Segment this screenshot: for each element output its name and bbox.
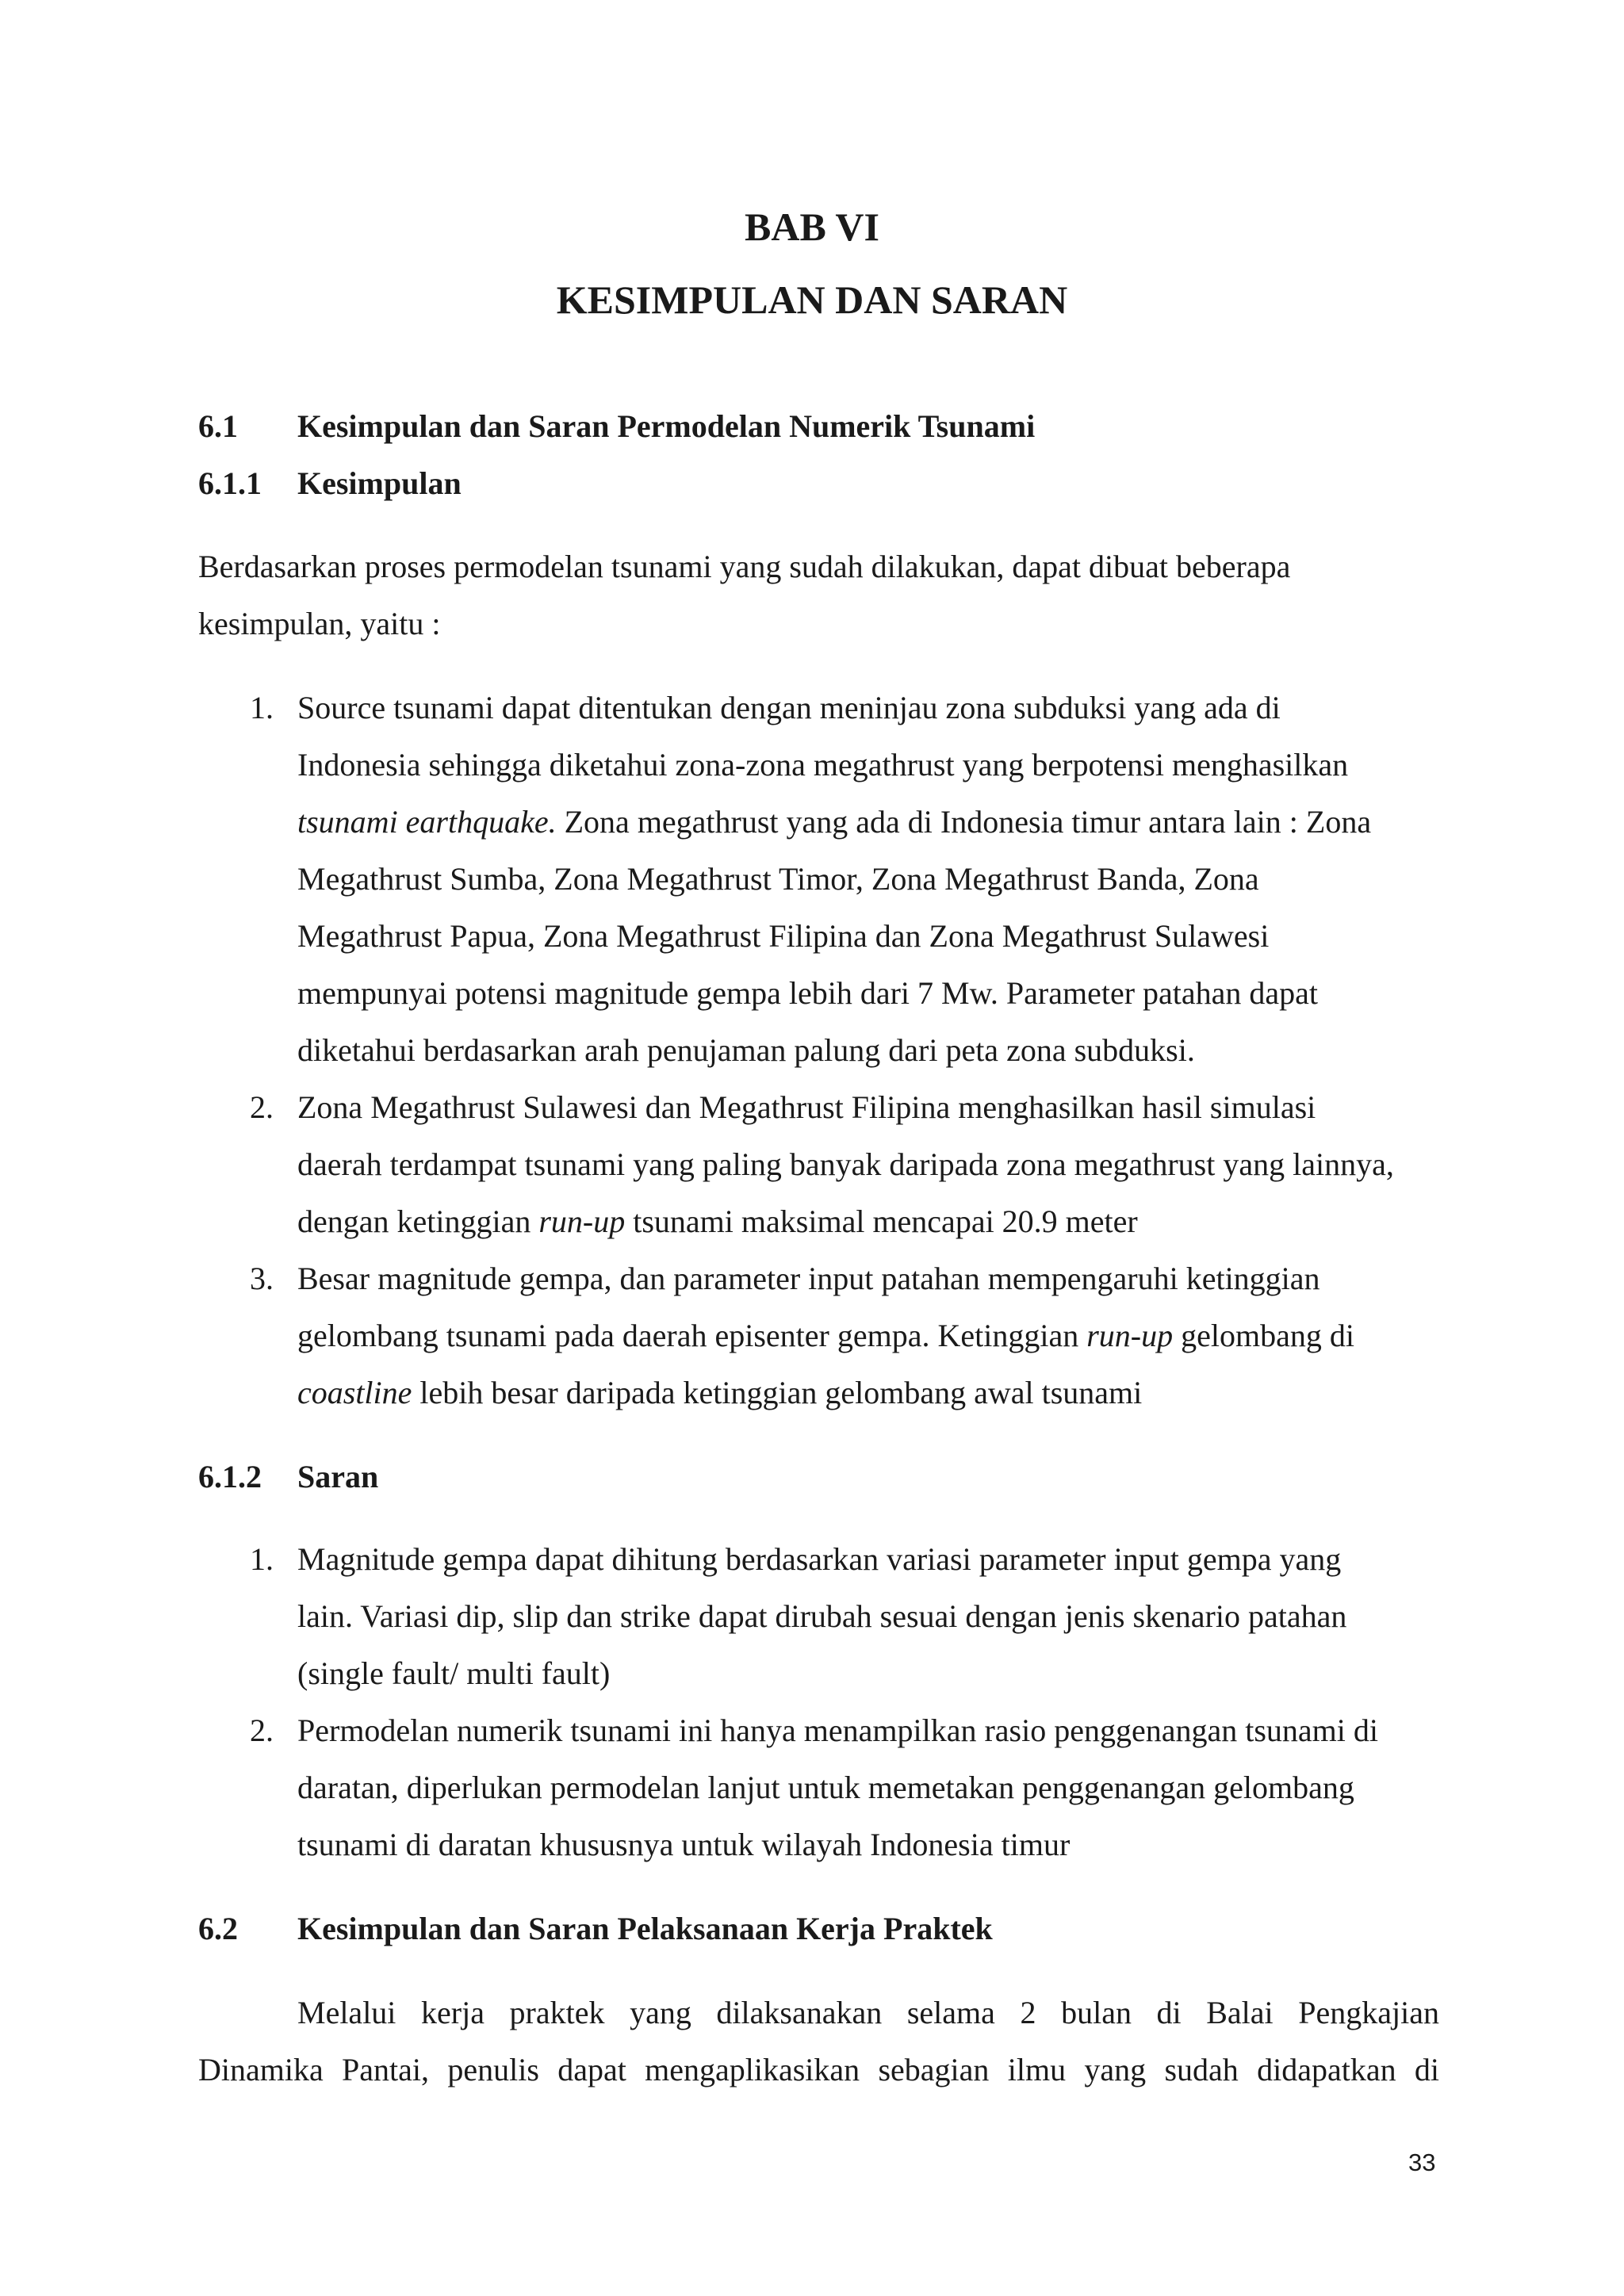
section-6-2-number: 6.2 bbox=[198, 1911, 238, 1946]
line-text: Zona megathrust yang ada di Indonesia timur antara lain : Zona bbox=[556, 804, 1372, 840]
saran-item-2-number: 2. bbox=[250, 1712, 274, 1748]
section-6-1-2-number: 6.1.2 bbox=[198, 1459, 262, 1494]
section-6-1-1-title: Kesimpulan bbox=[297, 465, 462, 501]
saran-item-2-line-2: daratan, diperlukan permodelan lanjut untuk memetakan penggenangan gelombang bbox=[297, 1770, 1354, 1805]
page-number: 33 bbox=[1408, 2149, 1436, 2176]
section-6-1-number: 6.1 bbox=[198, 408, 238, 444]
line-text: tsunami maksimal mencapai 20.9 meter bbox=[625, 1203, 1138, 1239]
section-6-1-1-number: 6.1.1 bbox=[198, 465, 262, 501]
chapter-label: BAB VI bbox=[745, 205, 879, 249]
kesimpulan-item-1-line-3 bbox=[297, 802, 1371, 842]
saran-item-1-number: 1. bbox=[250, 1541, 274, 1577]
section-6-2-para-line-1: Melalui kerja praktek yang dilaksanakan selama 2 bulan di Balai Pengkajian bbox=[297, 1995, 1439, 2030]
saran-item-2-line-1: Permodelan numerik tsunami ini hanya menampilkan rasio penggenangan tsunami di bbox=[297, 1712, 1379, 1748]
kesimpulan-item-1-line-2: Indonesia sehingga diketahui zona-zona megathrust yang berpotensi menghasilkan bbox=[297, 747, 1349, 783]
kesimpulan-item-2-line-3 bbox=[297, 1202, 1138, 1242]
kesimpulan-item-1-number: 1. bbox=[250, 690, 274, 725]
kesimpulan-item-2-line-2: daerah terdampat tsunami yang paling banyak daripada zona megathrust yang lainnya, bbox=[297, 1146, 1394, 1182]
kesimpulan-item-1-line-6: mempunyai potensi magnitude gempa lebih dari 7 Mw. Parameter patahan dapat bbox=[297, 975, 1319, 1011]
line-text: gelombang tsunami pada daerah episenter gempa. Ketinggian bbox=[297, 1318, 1087, 1353]
italic-term: tsunami earthquake. bbox=[297, 804, 557, 840]
kesimpulan-item-1-line-7: diketahui berdasarkan arah penujaman palung dari peta zona subduksi. bbox=[297, 1032, 1195, 1068]
line-text: lebih besar daripada ketinggian gelombang awal tsunami bbox=[412, 1375, 1143, 1410]
chapter-title: KESIMPULAN DAN SARAN bbox=[556, 277, 1068, 322]
section-6-2-para-line-2: Dinamika Pantai, penulis dapat mengaplikasikan sebagian ilmu yang sudah didapatkan di bbox=[198, 2052, 1439, 2087]
intro-line-2: kesimpulan, yaitu : bbox=[198, 606, 441, 641]
italic-term: run-up bbox=[1086, 1318, 1174, 1353]
kesimpulan-item-2-line-1: Zona Megathrust Sulawesi dan Megathrust Filipina menghasilkan hasil simulasi bbox=[297, 1089, 1316, 1125]
kesimpulan-item-1-line-1: Source tsunami dapat ditentukan dengan meninjau zona subduksi yang ada di bbox=[297, 690, 1281, 725]
section-6-1-2-title: Saran bbox=[297, 1459, 379, 1494]
saran-item-1-line-1: Magnitude gempa dapat dihitung berdasarkan variasi parameter input gempa yang bbox=[297, 1541, 1342, 1577]
kesimpulan-item-3-line-1: Besar magnitude gempa, dan parameter input patahan mempengaruhi ketinggian bbox=[297, 1261, 1320, 1296]
kesimpulan-item-2-number: 2. bbox=[250, 1089, 274, 1125]
saran-item-1-line-3: (single fault/ multi fault) bbox=[297, 1655, 611, 1691]
kesimpulan-item-1-line-5: Megathrust Papua, Zona Megathrust Filipina dan Zona Megathrust Sulawesi bbox=[297, 918, 1270, 954]
saran-item-1-line-2: lain. Variasi dip, slip dan strike dapat dirubah sesuai dengan jenis skenario patahan bbox=[297, 1598, 1347, 1634]
italic-term: coastline bbox=[297, 1375, 412, 1410]
section-6-2-title: Kesimpulan dan Saran Pelaksanaan Kerja Praktek bbox=[297, 1911, 993, 1946]
section-6-1-title: Kesimpulan dan Saran Permodelan Numerik Tsunami bbox=[297, 408, 1036, 444]
line-text: dengan ketinggian bbox=[297, 1203, 539, 1239]
line-text: gelombang di bbox=[1173, 1318, 1354, 1353]
kesimpulan-item-3-line-2 bbox=[297, 1316, 1354, 1356]
kesimpulan-item-1-line-4: Megathrust Sumba, Zona Megathrust Timor, Zona Megathrust Banda, Zona bbox=[297, 861, 1259, 897]
kesimpulan-item-3-number: 3. bbox=[250, 1261, 274, 1296]
italic-term: run-up bbox=[538, 1203, 626, 1239]
saran-item-2-line-3: tsunami di daratan khususnya untuk wilayah Indonesia timur bbox=[297, 1827, 1071, 1862]
kesimpulan-item-3-line-3 bbox=[297, 1373, 1142, 1413]
intro-line-1: Berdasarkan proses permodelan tsunami yang sudah dilakukan, dapat dibuat beberapa bbox=[198, 549, 1291, 584]
